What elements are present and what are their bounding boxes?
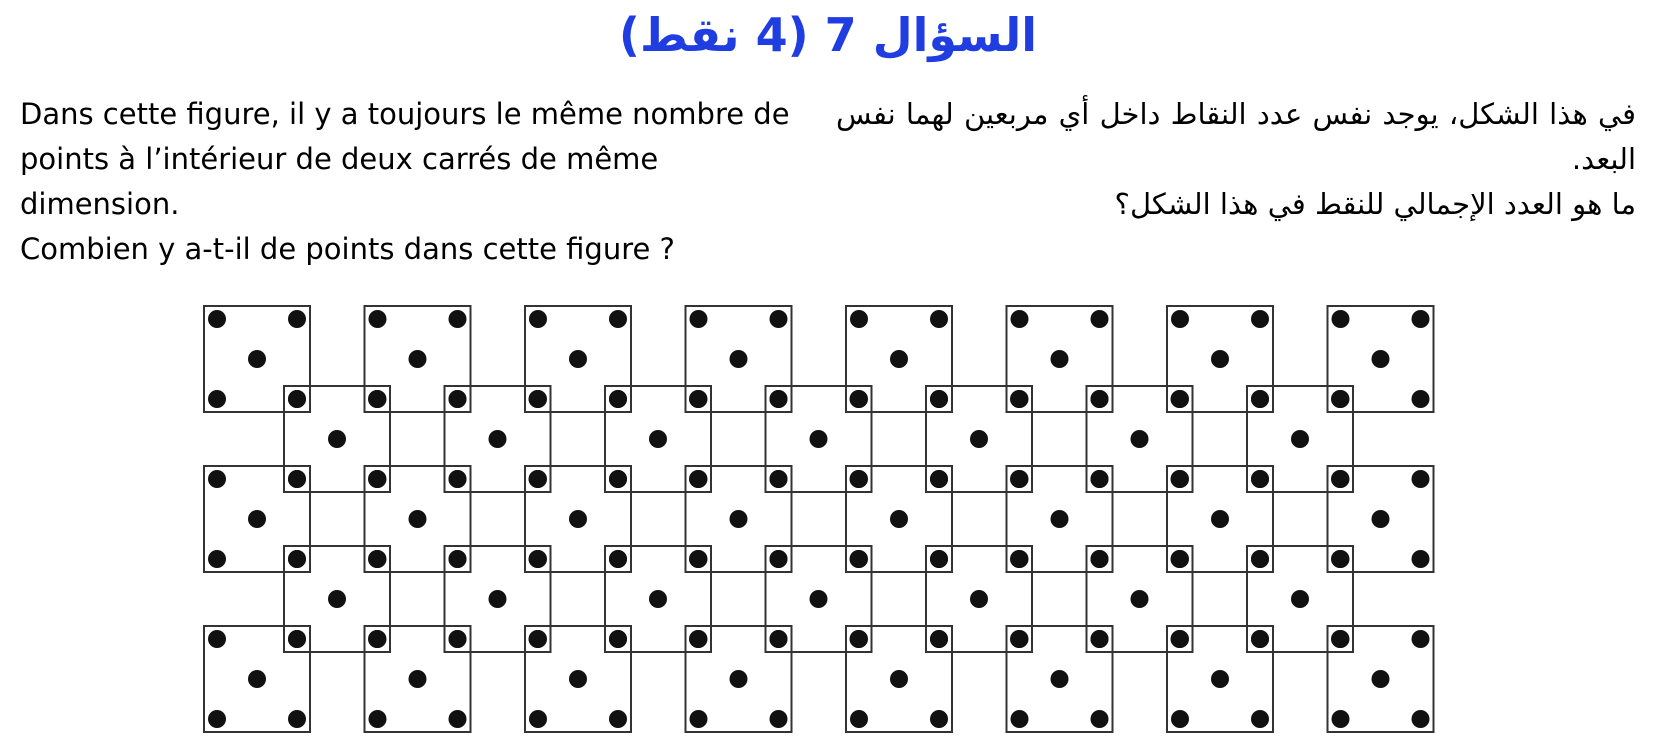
dot xyxy=(569,510,587,528)
dot xyxy=(449,470,467,488)
dot xyxy=(368,550,386,568)
dot xyxy=(1091,310,1109,328)
dot xyxy=(449,310,467,328)
dot xyxy=(1332,710,1350,728)
dot xyxy=(609,310,627,328)
offset-square xyxy=(445,546,551,652)
dot xyxy=(609,630,627,648)
dot xyxy=(1051,510,1069,528)
dot xyxy=(1412,310,1430,328)
dot xyxy=(850,470,868,488)
dot xyxy=(449,390,467,408)
dot xyxy=(1171,390,1189,408)
offset-square xyxy=(284,386,390,492)
dot xyxy=(1331,390,1349,408)
dot xyxy=(890,350,908,368)
dot xyxy=(208,710,226,728)
dot xyxy=(368,390,386,408)
dot xyxy=(1010,470,1028,488)
dot xyxy=(890,670,908,688)
dot xyxy=(930,550,948,568)
arabic-question: ما هو العدد الإجمالي للنقط في هذا الشكل؟ xyxy=(1114,187,1636,221)
dot xyxy=(1251,550,1269,568)
dot xyxy=(569,670,587,688)
dot xyxy=(1412,710,1430,728)
offset-square xyxy=(605,546,711,652)
dot xyxy=(369,710,387,728)
dot xyxy=(449,550,467,568)
dot xyxy=(1051,350,1069,368)
dot xyxy=(1131,590,1149,608)
dot xyxy=(1251,470,1269,488)
dot xyxy=(449,630,467,648)
dot xyxy=(1091,550,1109,568)
dot xyxy=(1372,670,1390,688)
dot xyxy=(368,470,386,488)
dot xyxy=(1251,310,1269,328)
dot xyxy=(850,630,868,648)
offset-square xyxy=(284,546,390,652)
offset-square xyxy=(766,386,872,492)
dot xyxy=(1171,550,1189,568)
dot xyxy=(1251,710,1269,728)
offset-square xyxy=(926,386,1032,492)
dot xyxy=(328,590,346,608)
dot xyxy=(1291,430,1309,448)
dot xyxy=(1331,630,1349,648)
french-question: Combien y a-t-il de points dans cette figure ? xyxy=(20,232,675,266)
dot xyxy=(1091,630,1109,648)
dot xyxy=(1171,310,1189,328)
dot xyxy=(208,310,226,328)
dot xyxy=(248,510,266,528)
dot xyxy=(529,390,547,408)
dot xyxy=(288,550,306,568)
dot xyxy=(850,710,868,728)
offset-square xyxy=(1247,386,1353,492)
dot xyxy=(609,550,627,568)
dot xyxy=(930,630,948,648)
dot xyxy=(1251,630,1269,648)
dot xyxy=(770,630,788,648)
dot xyxy=(208,630,226,648)
dot xyxy=(690,710,708,728)
dot xyxy=(970,430,988,448)
dot xyxy=(810,430,828,448)
dot xyxy=(369,310,387,328)
dot xyxy=(409,350,427,368)
dot xyxy=(328,430,346,448)
dot xyxy=(850,310,868,328)
offset-square xyxy=(605,386,711,492)
dot xyxy=(1010,390,1028,408)
dot xyxy=(1331,550,1349,568)
offset-square xyxy=(1087,386,1193,492)
dot xyxy=(449,710,467,728)
dot xyxy=(1010,550,1028,568)
dot xyxy=(930,310,948,328)
dot xyxy=(930,710,948,728)
dot xyxy=(1412,550,1430,568)
dot xyxy=(1051,670,1069,688)
dot xyxy=(1412,390,1430,408)
dot xyxy=(730,350,748,368)
dot xyxy=(248,350,266,368)
dot xyxy=(1171,630,1189,648)
dot xyxy=(930,390,948,408)
dot xyxy=(890,510,908,528)
dot xyxy=(770,310,788,328)
dot xyxy=(689,550,707,568)
dot xyxy=(288,310,306,328)
dot xyxy=(368,630,386,648)
question-title: السؤال 7 (4 نقط) xyxy=(618,8,1038,62)
dot xyxy=(529,470,547,488)
dot xyxy=(609,390,627,408)
dot xyxy=(689,390,707,408)
dot xyxy=(770,390,788,408)
offset-square xyxy=(445,386,551,492)
dot xyxy=(288,390,306,408)
dot xyxy=(529,550,547,568)
dot xyxy=(1251,390,1269,408)
dot xyxy=(649,430,667,448)
dot xyxy=(529,310,547,328)
dot xyxy=(1171,470,1189,488)
dot xyxy=(1211,350,1229,368)
dot xyxy=(489,430,507,448)
dot xyxy=(770,710,788,728)
dot xyxy=(1091,390,1109,408)
offset-square xyxy=(1087,546,1193,652)
dot xyxy=(1412,630,1430,648)
dot xyxy=(609,470,627,488)
dot xyxy=(770,550,788,568)
dot xyxy=(1332,310,1350,328)
dot xyxy=(1291,590,1309,608)
dot xyxy=(649,590,667,608)
offset-square xyxy=(766,546,872,652)
dot xyxy=(288,710,306,728)
dot xyxy=(730,510,748,528)
dot xyxy=(1010,630,1028,648)
arabic-statement: في هذا الشكل، يوجد نفس عدد النقاط داخل أي مربعين لهما نفس البعد. xyxy=(836,97,1636,176)
dot xyxy=(609,710,627,728)
dot xyxy=(930,470,948,488)
dot xyxy=(569,350,587,368)
dot xyxy=(850,390,868,408)
dot xyxy=(1091,470,1109,488)
dot xyxy=(1171,710,1189,728)
offset-square xyxy=(926,546,1032,652)
dot xyxy=(770,470,788,488)
dot xyxy=(1412,470,1430,488)
dot xyxy=(850,550,868,568)
dot xyxy=(1091,710,1109,728)
dot xyxy=(810,590,828,608)
dot xyxy=(529,710,547,728)
dot xyxy=(208,390,226,408)
dot xyxy=(529,630,547,648)
offset-square xyxy=(1247,546,1353,652)
dot xyxy=(409,670,427,688)
french-statement: Dans cette figure, il y a toujours le même nombre de points à l’intérieur de deux carrés de même dimension. xyxy=(20,97,790,221)
dot xyxy=(1011,710,1029,728)
dot xyxy=(730,670,748,688)
dot xyxy=(970,590,988,608)
dot xyxy=(489,590,507,608)
dot xyxy=(689,630,707,648)
dot xyxy=(409,510,427,528)
dot xyxy=(1372,350,1390,368)
dot xyxy=(208,470,226,488)
dot xyxy=(1131,430,1149,448)
dot xyxy=(208,550,226,568)
dot xyxy=(690,310,708,328)
dot xyxy=(248,670,266,688)
dot xyxy=(1211,510,1229,528)
dot xyxy=(689,470,707,488)
dot xyxy=(288,630,306,648)
dot xyxy=(1372,510,1390,528)
dot xyxy=(288,470,306,488)
dot xyxy=(1211,670,1229,688)
dot xyxy=(1331,470,1349,488)
dot xyxy=(1011,310,1029,328)
